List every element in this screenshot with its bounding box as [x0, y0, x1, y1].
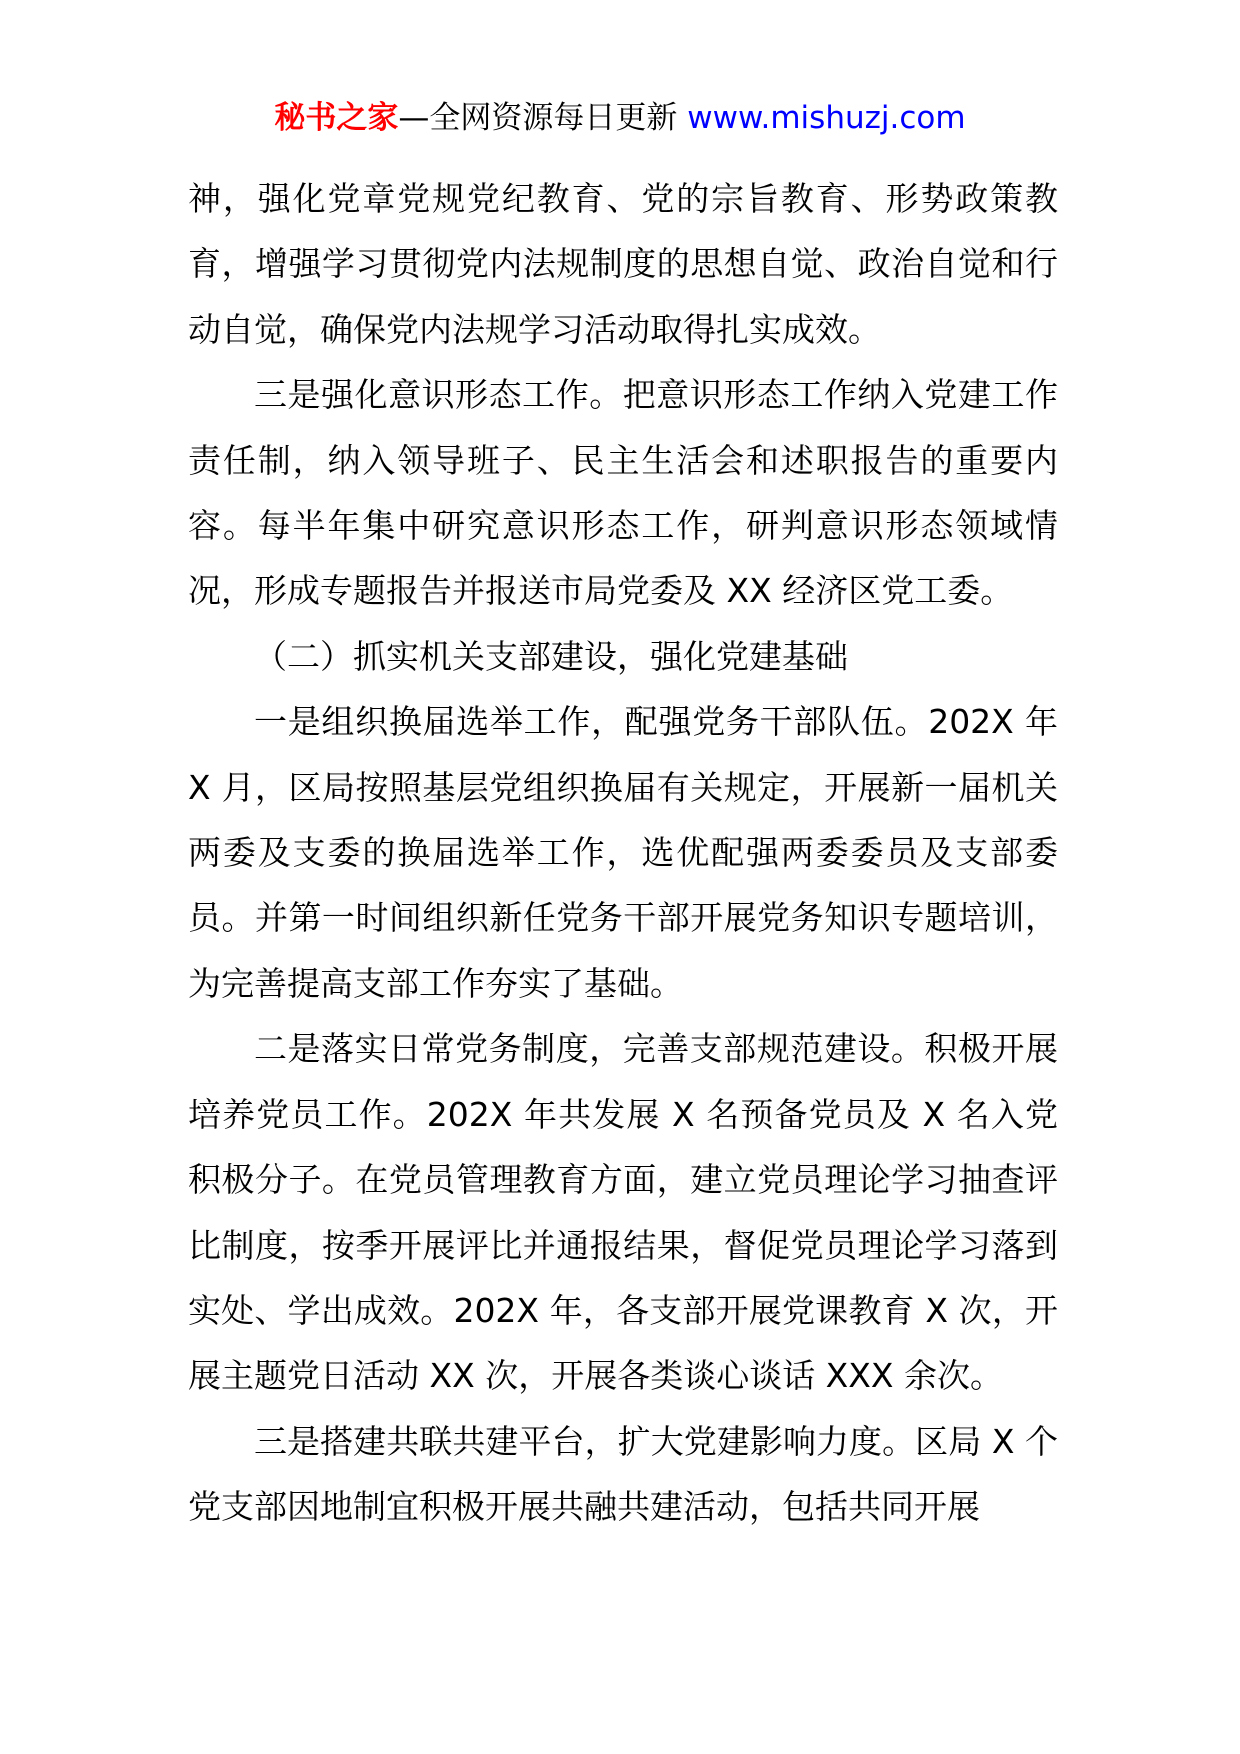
paragraph-ideology-work: 三是强化意识形态工作。把意识形态工作纳入党建工作责任制，纳入领导班子、民主生活会和述职报告的重要内容。每半年集中研究意识形态工作，研判意识形态领域情况，形成专题报告并报送市局党委及 XX 经济区党工委。	[188, 375, 1058, 611]
section-heading: （二）抓实机关支部建设，强化党建基础	[254, 636, 848, 676]
document-body	[188, 166, 1058, 1540]
paragraph-party-affairs: 二是落实日常党务制度，完善支部规范建设。积极开展培养党员工作。202X 年共发展 X 名预备党员及 X 名入党积极分子。在党员管理教育方面，建立党员理论学习抽查评比制度，按季开展评比并通报结果，督促党员理论学习落到实处、学出成效。202X 年，各支部开展党课教育 X 次，开展主题党日活动 XX 次，开展各类谈心谈话 XXX 余次。	[188, 1029, 1058, 1396]
paragraph-election-work: 一是组织换届选举工作，配强党务干部队伍。202X 年 X 月，区局按照基层党组织换届有关规定，开展新一届机关两委及支委的换届选举工作，选优配强两委委员及支部委员。并第一时间组织新任党务干部开展党务知识专题培训，为完善提高支部工作夯实了基础。	[188, 702, 1058, 1003]
site-url-link[interactable]: www.mishuzj.com	[687, 100, 966, 136]
paragraph-joint-building: 三是搭建共联共建平台，扩大党建影响力度。区局 X 个党支部因地制宜积极开展共融共建活动，包括共同开展	[188, 1421, 1058, 1527]
paragraph-continuation: 神，强化党章党规党纪教育、党的宗旨教育、形势政策教育，增强学习贯彻党内法规制度的思想自觉、政治自觉和行动自觉，确保党内法规学习活动取得扎实成效。	[188, 179, 1058, 349]
page-header	[0, 98, 1240, 138]
header-tagline: —全网资源每日更新	[398, 100, 688, 136]
brand-name: 秘书之家	[274, 100, 399, 136]
